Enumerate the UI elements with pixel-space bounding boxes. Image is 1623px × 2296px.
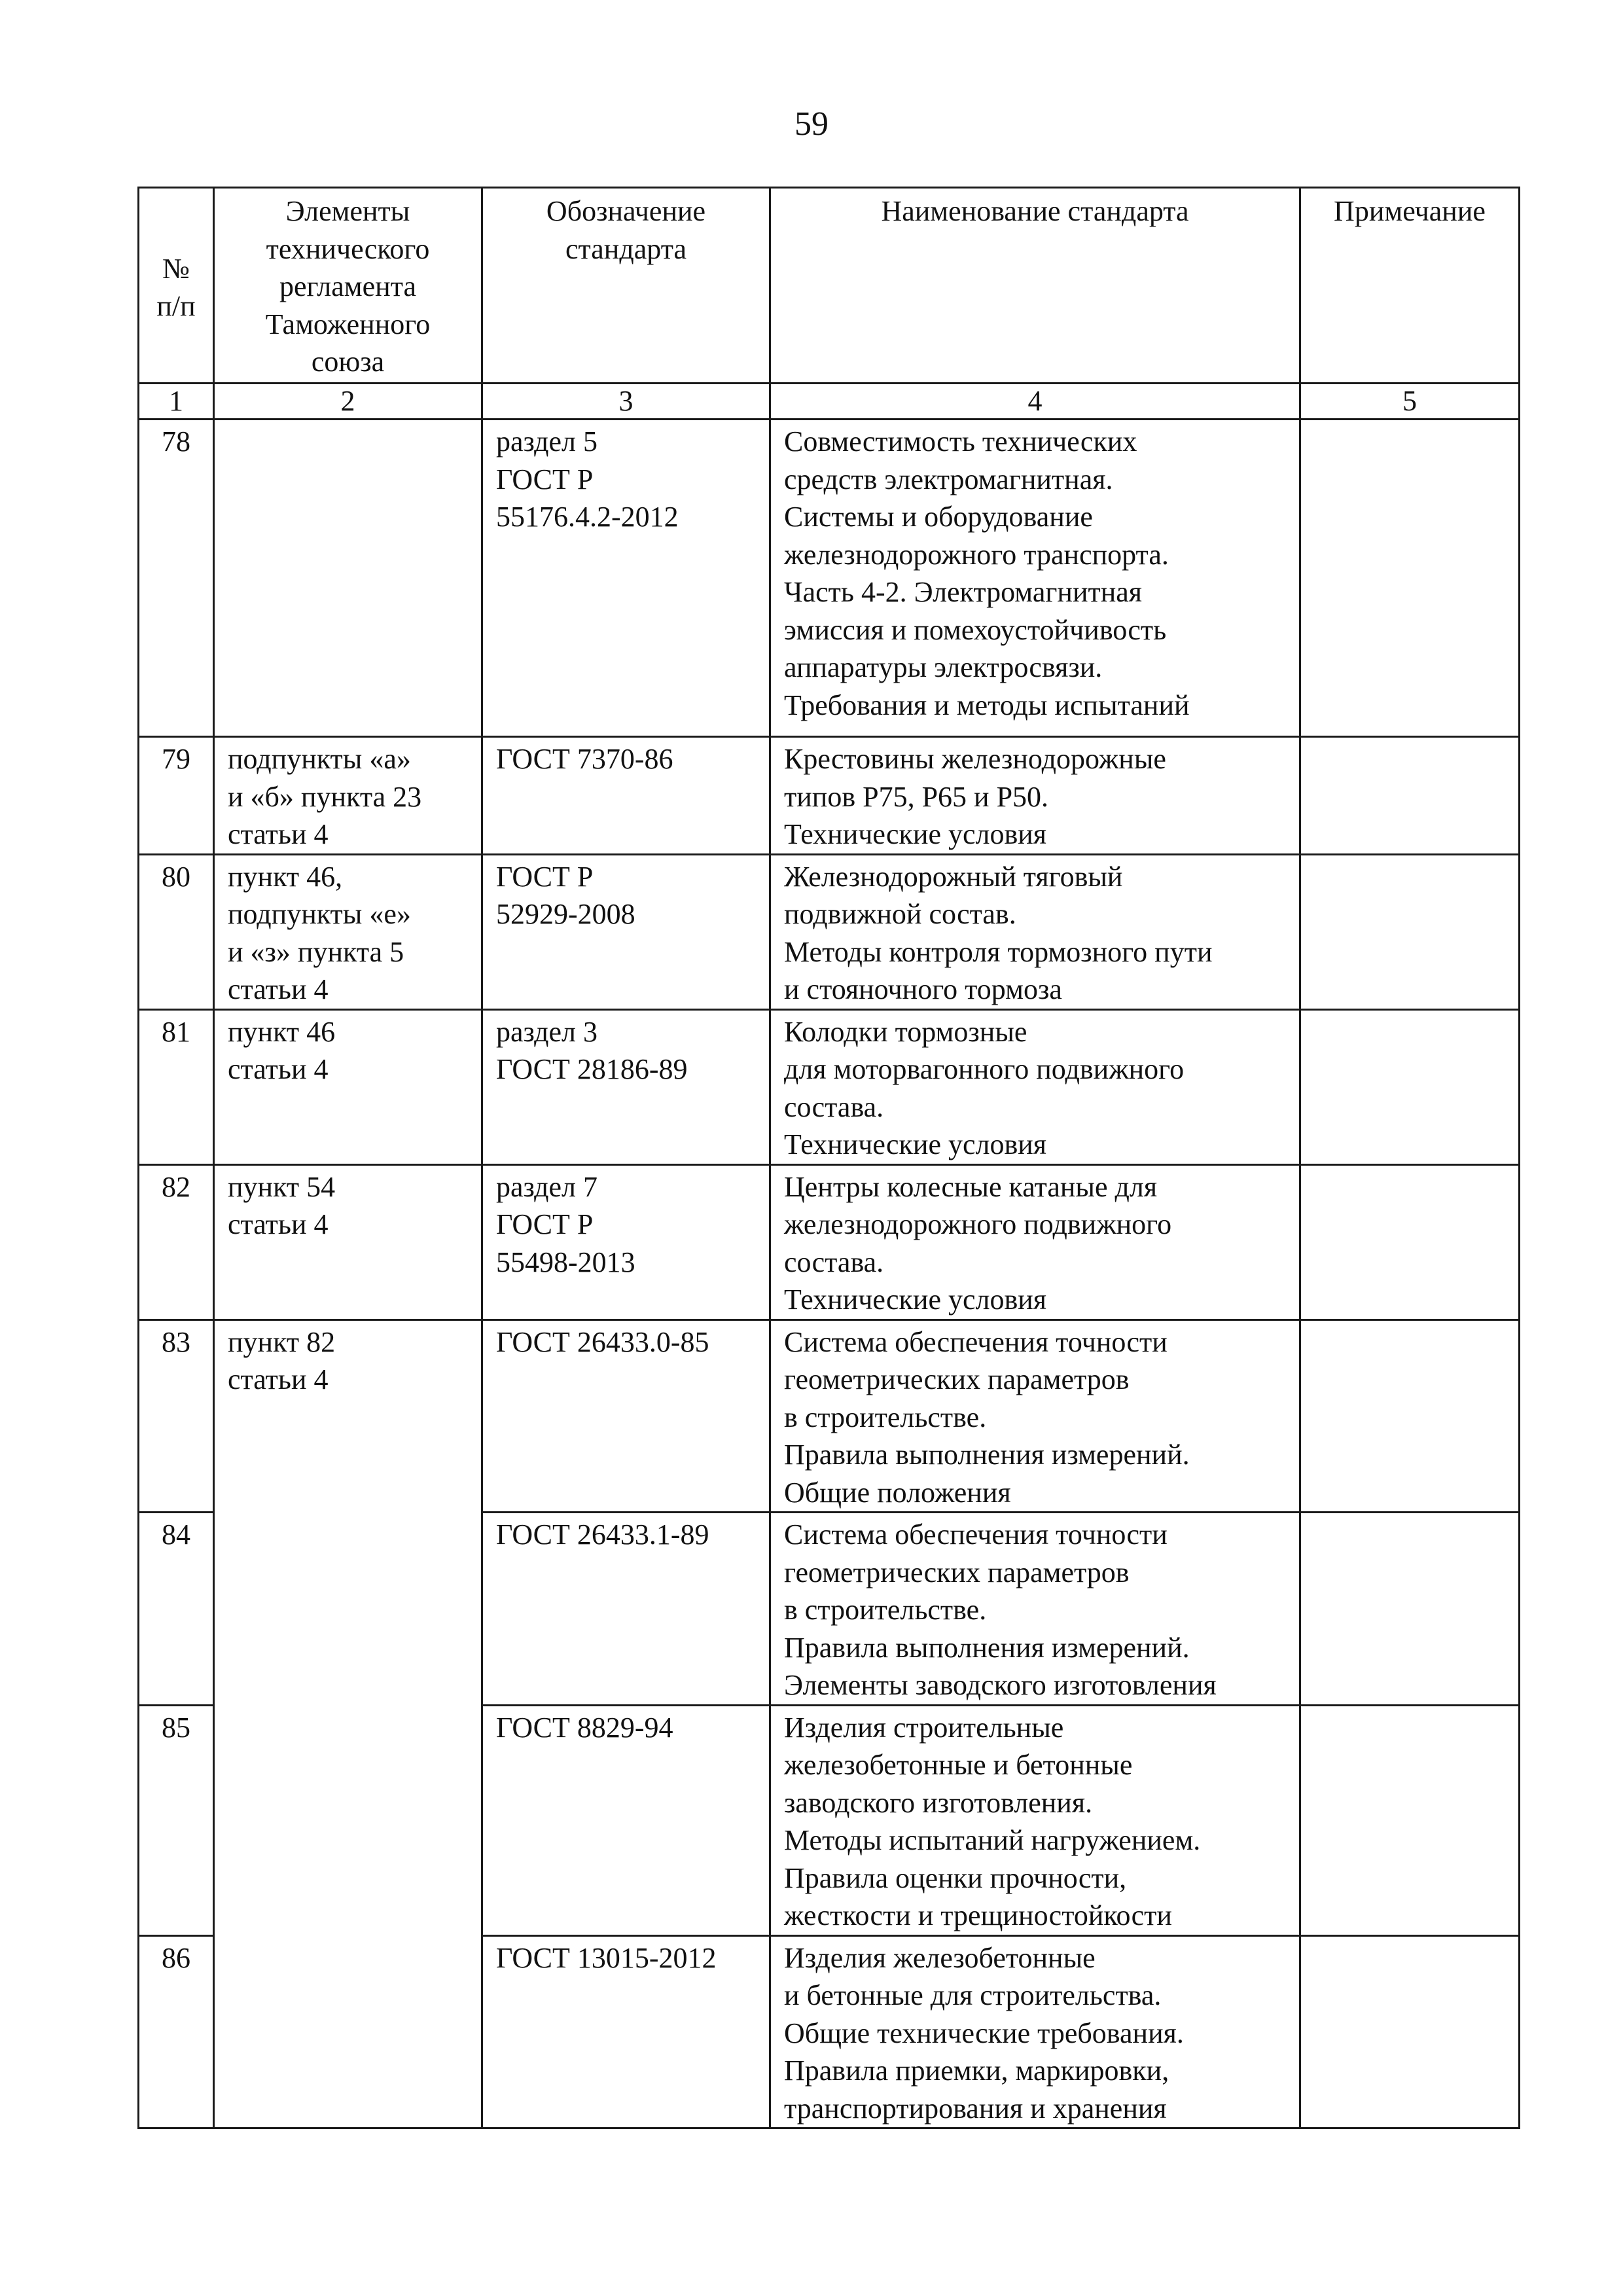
row-designation: ГОСТ 8829-94 [482, 1705, 770, 1935]
row-designation: раздел 7 ГОСТ Р 55498-2013 [482, 1164, 770, 1319]
table-row [139, 420, 1520, 737]
row-designation: ГОСТ Р 52929-2008 [482, 854, 770, 1009]
row-note [1300, 1705, 1520, 1935]
standards-table [137, 187, 1520, 2129]
row-standard-name: Изделия строительные железобетонные и бетонные заводского изготовления. Методы испытаний нагружением. Правила оценки прочности, жесткости и трещиностойкости [770, 1705, 1300, 1935]
row-elements: пункт 46 статьи 4 [214, 1009, 482, 1164]
column-number: 5 [1300, 384, 1520, 420]
row-number: 78 [139, 420, 214, 737]
row-note [1300, 854, 1520, 1009]
column-number: 1 [139, 384, 214, 420]
row-designation: ГОСТ 7370-86 [482, 737, 770, 855]
header-note: Примечание [1300, 188, 1520, 384]
row-standard-name: Совместимость технических средств электромагнитная. Системы и оборудование железнодорожного транспорта. Часть 4-2. Электромагнитная эмиссия и помехоустойчивость аппаратуры электросвязи. Требования и методы испытаний [770, 420, 1300, 737]
row-number: 81 [139, 1009, 214, 1164]
row-number: 82 [139, 1164, 214, 1319]
table-row [139, 737, 1520, 855]
row-note [1300, 1935, 1520, 2128]
row-standard-name: Колодки тормозные для моторвагонного подвижного состава. Технические условия [770, 1009, 1300, 1164]
row-note [1300, 1164, 1520, 1319]
table-row [139, 1319, 1520, 1513]
row-standard-name: Крестовины железнодорожные типов Р75, Р65 и Р50. Технические условия [770, 737, 1300, 855]
table-row [139, 854, 1520, 1009]
row-standard-name: Изделия железобетонные и бетонные для строительства. Общие технические требования. Правила приемки, маркировки, транспортирования и хранения [770, 1935, 1300, 2128]
row-designation: ГОСТ 13015-2012 [482, 1935, 770, 2128]
row-standard-name: Центры колесные катаные для железнодорожного подвижного состава. Технические условия [770, 1164, 1300, 1319]
row-note [1300, 420, 1520, 737]
row-note [1300, 1009, 1520, 1164]
row-note [1300, 737, 1520, 855]
header-number: № п/п [139, 188, 214, 384]
row-elements: пункт 54 статьи 4 [214, 1164, 482, 1319]
row-number: 79 [139, 737, 214, 855]
column-number: 2 [214, 384, 482, 420]
table-row [139, 1164, 1520, 1319]
row-note [1300, 1513, 1520, 1706]
column-number: 4 [770, 384, 1300, 420]
row-number: 84 [139, 1513, 214, 1706]
row-designation: раздел 3 ГОСТ 28186-89 [482, 1009, 770, 1164]
row-standard-name: Система обеспечения точности геометрических параметров в строительстве. Правила выполнения измерений. Общие положения [770, 1319, 1300, 1513]
header-designation: Обозначение стандарта [482, 188, 770, 384]
column-number: 3 [482, 384, 770, 420]
row-note [1300, 1319, 1520, 1513]
row-designation: ГОСТ 26433.0-85 [482, 1319, 770, 1513]
row-elements [214, 420, 482, 737]
row-number: 86 [139, 1935, 214, 2128]
table-row [139, 1009, 1520, 1164]
header-standard-name: Наименование стандарта [770, 188, 1300, 384]
row-number: 85 [139, 1705, 214, 1935]
row-number: 80 [139, 854, 214, 1009]
row-number: 83 [139, 1319, 214, 1513]
column-numbers-row [139, 384, 1520, 420]
row-elements: пункт 82 статьи 4 [214, 1319, 482, 2128]
table-header-row [139, 188, 1520, 384]
row-elements: пункт 46, подпункты «е» и «з» пункта 5 статьи 4 [214, 854, 482, 1009]
row-elements: подпункты «а» и «б» пункта 23 статьи 4 [214, 737, 482, 855]
row-standard-name: Система обеспечения точности геометрических параметров в строительстве. Правила выполнения измерений. Элементы заводского изготовления [770, 1513, 1300, 1706]
row-standard-name: Железнодорожный тяговый подвижной состав. Методы контроля тормозного пути и стояночного тормоза [770, 854, 1300, 1009]
header-elements: Элементы технического регламента Таможенного союза [214, 188, 482, 384]
row-designation: ГОСТ 26433.1-89 [482, 1513, 770, 1706]
row-designation: раздел 5 ГОСТ Р 55176.4.2-2012 [482, 420, 770, 737]
page-number: 59 [794, 105, 829, 143]
